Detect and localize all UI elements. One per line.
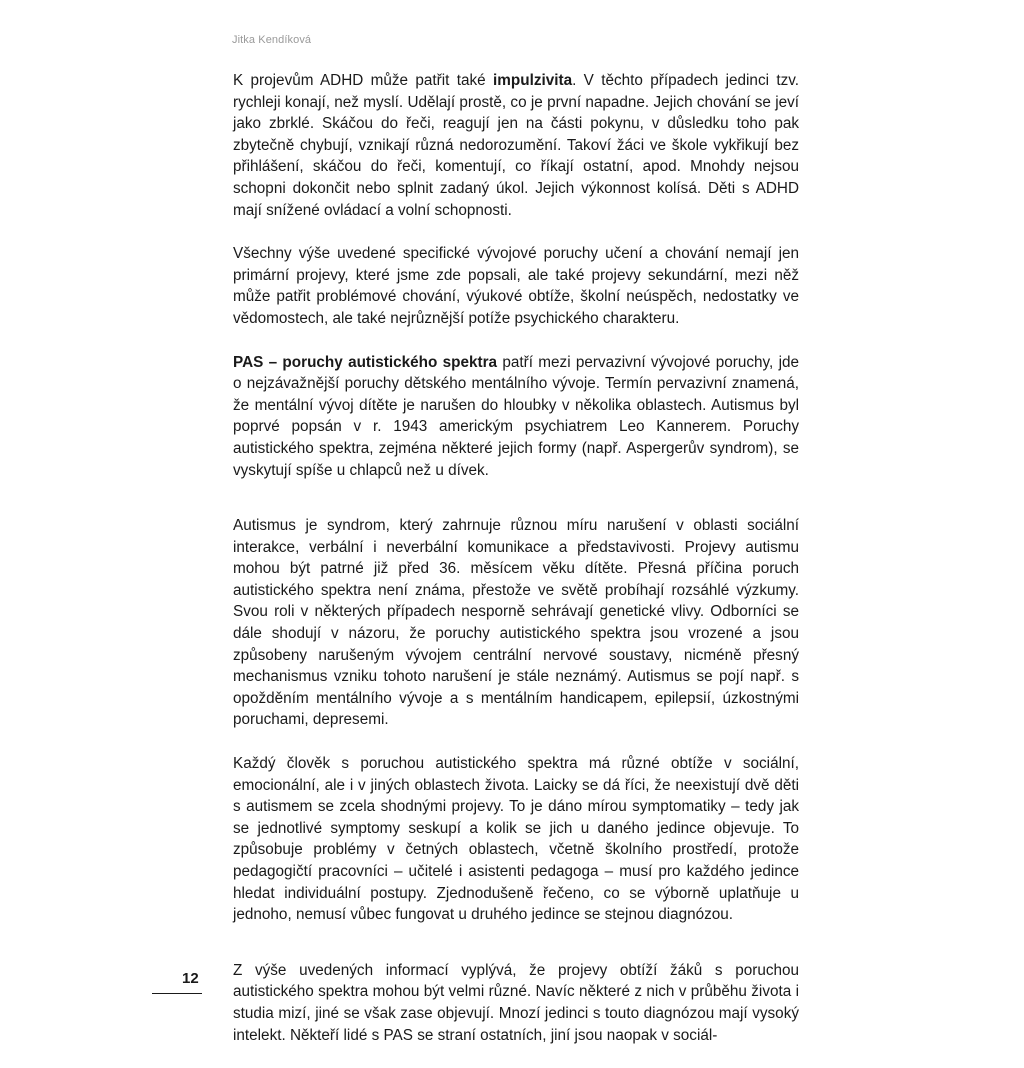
paragraph-text: Z výše uvedených informací vyplývá, že projevy obtíží žáků s poruchou autistického spektra mohou být velmi různé. Navíc některé z nich v průběhu života i studia mizí, jiné se však zase objevují. Mnozí jedinci s touto diagnózou mají vysoký intelekt. Někteří lidé s PAS se straní ostatních, jiní jsou naopak v sociál-: [233, 961, 799, 1044]
paragraph-text: . V těchto případech jedinci tzv. rychleji konají, než myslí. Udělají prostě, co je první napadne. Jejich chování se jeví jako zbrklé. Skáčou do řeči, reagují jen na části pokynu, v důsledku toho pak zbytečně chybují, vznikají různá nedorozumění. Takoví žáci ve škole vykřikují bez přihlášení, skáčou do řeči, komentují, co říkají ostatní, apod. Mnohdy nejsou schopni dokončit nebo splnit zadaný úkol. Jejich výkonnost kolísá. Děti s ADHD mají snížené ovládací a volní schopnosti.: [233, 72, 799, 219]
paragraph-text: Všechny výše uvedené specifické vývojové poruchy učení a chování nemají jen primární projevy, které jsme zde popsali, ale také projevy sekundární, mezi něž může patřit problémové chování, výukové obtíže, školní neúspěch, nedostatky ve vědomostech, ale také nejrůznější potíže psychického charakteru.: [233, 245, 799, 327]
paragraph-conclusion: [233, 960, 799, 1046]
running-head-author: Jitka Kendíková: [232, 34, 312, 46]
paragraph-individual-differences: [233, 753, 799, 926]
bold-term: impulzivita: [493, 72, 573, 89]
paragraph-text: Každý člověk s poruchou autistického spektra má různé obtíže v sociální, emocionální, ale i v jiných oblastech života. Laicky se dá říci, že neexistují dvě děti s autismem se zcela shodnými projevy. To je dáno mírou symptomatiky – tedy jak se jednotlivé symptomy seskupí a kolik se jich u daného jedince objevuje. To způsobuje problémy v četných oblastech, včetně školního prostředí, protože pedagogičtí pracovníci – učitelé i asistenti pedagoga – musí pro každého jedince hledat individuální postupy. Zjednodušeně řečeno, co se výborně uplatňuje u jednoho, nemusí vůbec fungovat u druhého jedince se stejnou diagnózou.: [233, 755, 799, 924]
paragraph-text: Autismus je syndrom, který zahrnuje různou míru narušení v oblasti sociální interakce, verbální i neverbální komunikace a představivosti. Projevy autismu mohou být patrné již před 36. měsícem věku dítěte. Přesná příčina poruch autistického spektra není známa, přestože ve světě probíhají rozsáhlé výzkumy. Svou roli v některých případech nesporně sehrávají genetické vlivy. Odborníci se dále shodují v názoru, že poruchy autistického spektra jsou vrozené a jsou způsobeny narušeným vývojem centrální nervové soustavy, nicméně přesný mechanismus vzniku tohoto narušení je stále neznámý. Autismus se pojí např. s opožděním mentálního vývoje a s mentálním handicapem, epilepsií, úzkostnými poruchami, depresemi.: [233, 517, 799, 729]
paragraph-text: patří mezi pervazivní vývojové poruchy, jde o nejzávažnější poruchy dětského mentálního vývoje. Termín pervazivní znamená, že mentální vývoj dítěte je narušen do hloubky v několika oblastech. Autismus byl poprvé popsán v r. 1943 americkým psychiatrem Leo Kannerem. Poruchy autistického spektra, zejména některé jejich formy (např. Aspergerův syndrom), se vyskytují spíše u chlapců než u dívek.: [233, 353, 799, 479]
page-number-rule: [152, 993, 202, 994]
paragraph-text: K projevům ADHD může patřit také: [233, 72, 494, 89]
paragraph-secondary-symptoms: [233, 243, 799, 329]
bold-term: PAS – poruchy autistického spektra: [233, 353, 498, 371]
paragraph-autism-syndrome: [233, 515, 799, 731]
paragraph-impulsivity: [233, 70, 799, 221]
body-text: [233, 70, 799, 1068]
page-number: 12: [182, 970, 199, 987]
paragraph-pas-definition: [233, 352, 799, 482]
